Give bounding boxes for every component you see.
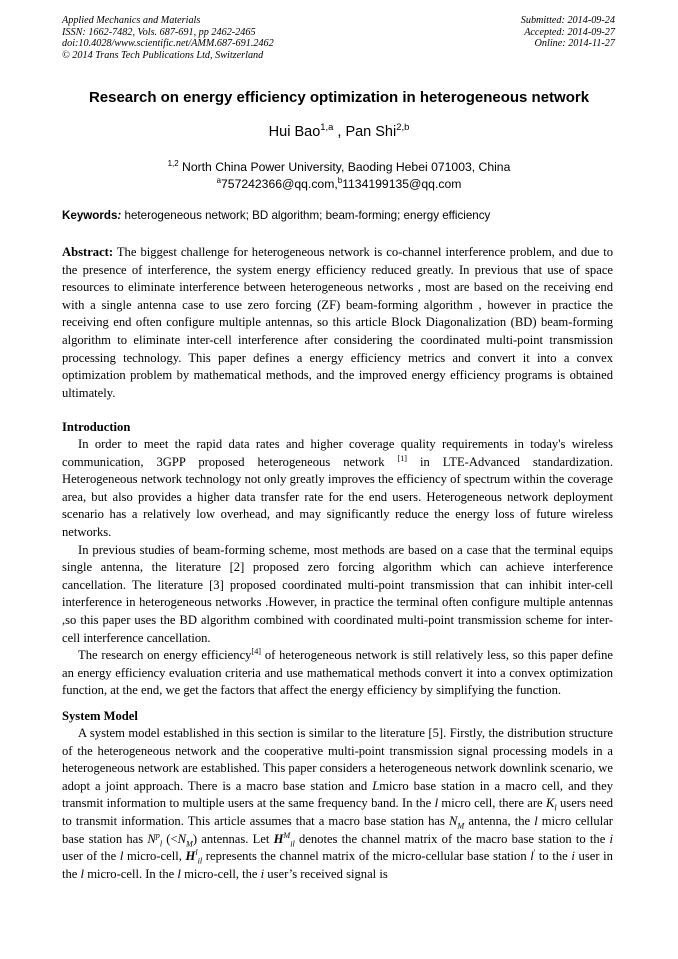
paragraph-text: in LTE-Advanced standardization. Heterogeneous network technology not only greatly improves the efficiency of spectrum within the coverage area, but also provides a higher data transfer rate for the end users. Heterogeneous network deployment scenario has a relatively low overhead, and may significantly reduce the energy loss of future wireless networks. — [62, 454, 613, 539]
online-date: Online: 2014-11-27 — [534, 38, 615, 49]
math-subscript: il — [290, 839, 295, 849]
math-symbol: l — [434, 796, 439, 811]
math-symbol: L — [372, 778, 380, 793]
keywords-colon: : — [117, 209, 122, 222]
citation-ref: [1] — [397, 453, 408, 463]
paragraph-text: micro cell, there are — [438, 796, 546, 811]
math-symbol: i — [609, 831, 613, 846]
author-superscript: 1,a — [320, 121, 334, 133]
email-superscript: b — [337, 175, 343, 185]
paragraph-text: to the — [535, 849, 572, 864]
math-symbol: N — [177, 831, 187, 846]
paragraph — [62, 647, 613, 700]
abstract-text: The biggest challenge for heterogeneous network is co-channel interference problem, and due to the presence of interference, the system energy efficiency reduced greatly. In previous that use of space resources to eliminate interference between heterogeneous networks , most are based on the receiving end with a single antenna case to use zero forcing (ZF) beam-forming algorithm , however in practice the receiving end often configure multiple antennas, so this article Block Diagonalization (BD) beam-forming algorithm to eliminate inter-cell interference after considering the coordinated multi-point transmission processing technology. This paper defines a energy efficiency metrics and convert it into a convex optimization problem by mathematical methods, and the improved energy efficiency programs is obtained ultimately. — [62, 245, 613, 400]
math-superscript: p — [155, 830, 160, 840]
math-symbol: i — [571, 849, 575, 864]
paragraph — [62, 436, 613, 542]
accepted-date: Accepted: 2014-09-27 — [524, 26, 615, 38]
author-name: Pan Shi — [345, 124, 397, 140]
author-separator: , — [333, 124, 346, 140]
affiliation — [0, 160, 678, 174]
math-symbol: l — [80, 866, 85, 881]
email-link[interactable]: 1134199135@qq.com — [342, 177, 462, 191]
paragraph-text: user in the — [62, 849, 613, 881]
paragraph-text: user of the — [62, 849, 120, 864]
citation-ref: [4] — [251, 646, 262, 656]
paragraph-text: represents the channel matrix of the micro-cellular base station — [202, 849, 531, 864]
math-symbol: l — [119, 849, 124, 864]
author-line — [0, 121, 678, 140]
paragraph-text: ) antennas. Let — [192, 831, 274, 846]
introduction-section — [62, 436, 613, 700]
publication-dates — [521, 15, 615, 50]
author-name: Hui Bao — [268, 124, 321, 140]
journal-name: Applied Mechanics and Materials — [62, 15, 201, 26]
journal-info — [62, 15, 274, 61]
paragraph-text: micro-cell. In the — [84, 866, 178, 881]
math-subscript: l — [159, 839, 163, 849]
math-superscript: ' — [533, 847, 536, 857]
math-subscript: M — [457, 821, 465, 831]
math-superscript: M — [283, 830, 291, 840]
paragraph-text: micro-cell, — [123, 849, 186, 864]
paragraph-text: micro cellular base station has — [62, 813, 613, 846]
math-superscript: l — [195, 847, 198, 857]
abstract — [62, 244, 613, 402]
submitted-date: Submitted: 2014-09-24 — [520, 15, 615, 26]
section-heading-introduction: Introduction — [62, 420, 131, 434]
journal-doi: doi:10.4028/www.scientific.net/AMM.687-691.2462 — [62, 38, 274, 49]
paper-title: Research on energy efficiency optimization in heterogeneous network — [88, 89, 590, 106]
math-symbol: l — [177, 866, 181, 881]
keywords-line — [62, 209, 614, 222]
paragraph — [62, 725, 613, 883]
abstract-label: Abstract: — [62, 245, 114, 259]
math-matrix-symbol: H — [273, 831, 284, 846]
paragraph-text: A system model established in this section is similar to the literature [5]. Firstly, the distribution structure of the heterogeneous network and the cooperative multi-point transmission signal processing models in a heterogeneous network are established. This paper considers a heterogeneous network downlink scenario, we adopt a joint approach. There is a macro base station and — [62, 726, 613, 793]
paragraph-text: micro-cell, the — [180, 866, 261, 881]
paragraph-text: denotes the channel matrix of the macro base station to the — [294, 831, 610, 846]
system-model-section — [62, 725, 613, 883]
paragraph-text: The research on energy efficiency — [78, 648, 252, 663]
paragraph-text: users need to transmit information. This article assumes that a macro base station has — [62, 796, 613, 828]
affiliation-text: North China Power University, Baoding Hebei 071003, China — [178, 160, 511, 174]
author-emails — [0, 177, 678, 191]
math-subscript: M — [186, 839, 193, 849]
keywords-text: heterogeneous network; BD algorithm; beam-forming; energy efficiency — [121, 209, 491, 222]
math-symbol: N — [147, 831, 156, 846]
paragraph: In previous studies of beam-forming scheme, most methods are based on a case that the terminal equips single antenna, the literature [2] proposed zero forcing algorithm which can achieve interference cancellation. The literature [3] proposed coordinated multi-point transmission that can inhibit inter-cell interference in heterogeneous networks .However, in practice the terminal often configure multiple antennas ,so this paper uses the BD algorithm combined with coordinated multi-point transmission scheme for inter-cell interference cancellation. — [62, 542, 613, 645]
math-symbol: l — [534, 813, 538, 828]
math-symbol: K — [545, 796, 555, 811]
paragraph-text: In order to meet the rapid data rates and higher coverage quality requirements in today's wireless communication, 3GPP proposed heterogeneous network — [62, 437, 613, 469]
paragraph-text: ( — [162, 831, 171, 846]
email-link[interactable]: 757242366@qq.com, — [221, 177, 338, 191]
math-symbol: l — [530, 849, 534, 864]
paragraph-text: user’s received signal is — [264, 866, 388, 881]
math-subscript: il — [197, 856, 203, 866]
math-matrix-symbol: H — [185, 849, 196, 864]
journal-issn: ISSN: 1662-7482, Vols. 687-691, pp 2462-2465 — [62, 26, 256, 38]
paragraph-text: antenna, the — [464, 813, 535, 828]
email-superscript: a — [216, 175, 222, 185]
author-superscript: 2,b — [396, 121, 410, 133]
math-operator: < — [170, 831, 178, 846]
paragraph-text: of heterogeneous network is still relatively less, so this paper define an energy efficiency evaluation criteria and use mathematical methods convert it into a convex optimization function, at the end, we get the factors that affect the energy efficiency by simplifying the function. — [62, 648, 614, 698]
journal-copyright: © 2014 Trans Tech Publications Ltd, Switzerland — [62, 49, 264, 61]
math-subscript: l — [554, 803, 557, 813]
math-symbol: i — [260, 866, 265, 881]
keywords-label: Keywords — [62, 209, 118, 222]
paragraph-text: micro base station in a macro cell, and they transmit information to multiple users at the same frequency band. In the — [62, 778, 613, 811]
affiliation-superscript: 1,2 — [167, 158, 179, 168]
section-heading-system-model: System Model — [62, 709, 138, 723]
math-symbol: N — [449, 813, 458, 828]
